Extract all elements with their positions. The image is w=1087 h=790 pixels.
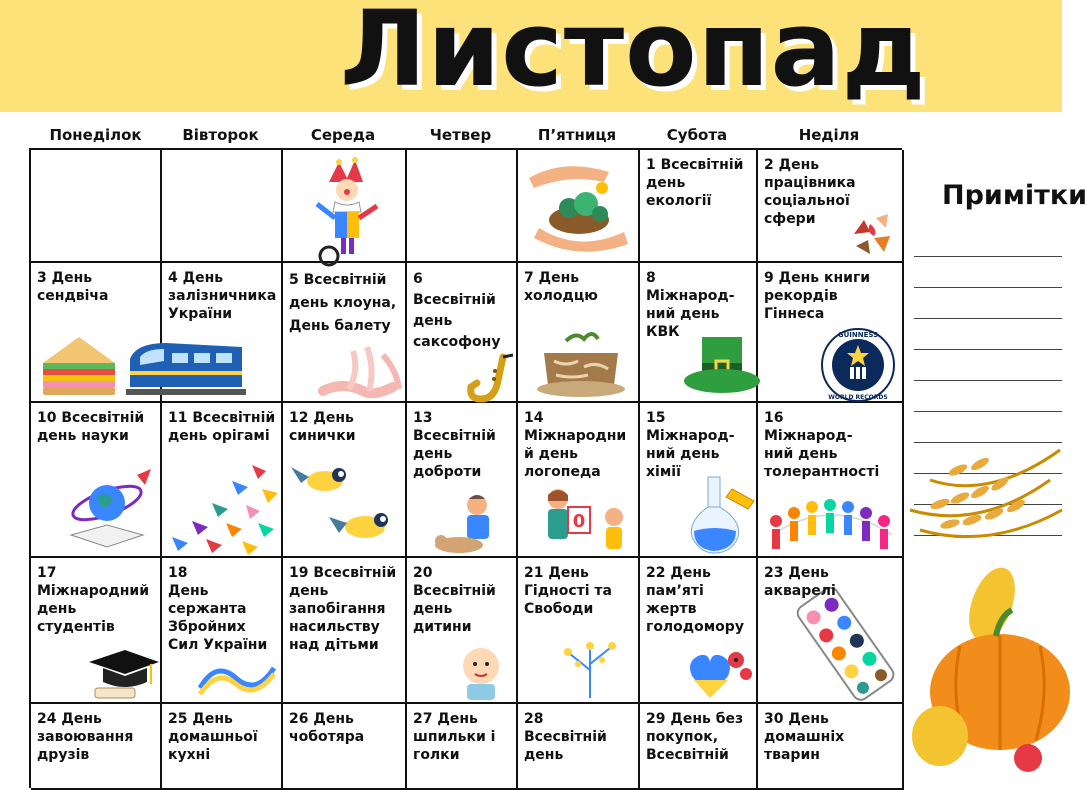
weekday-wednesday: Середа (310, 126, 376, 144)
baby-illustration (453, 644, 509, 702)
svg-text:0: 0 (572, 511, 586, 532)
day-cell-9: 9 День книги рекордів Гіннеса GUINNESS WORLD RECORDS (758, 263, 904, 403)
day-cell-empty (283, 150, 407, 263)
day-cell-1: 1 Всесвітній день екології (640, 150, 758, 263)
flower-branch-illustration (556, 630, 624, 700)
note-line (914, 411, 1062, 412)
page-title: Листопад (340, 0, 927, 110)
day-cell-17: 17 Міжнародний день студентів (31, 558, 162, 704)
speech-therapist-illustration (538, 487, 634, 555)
ballet-shoes-illustration (313, 341, 405, 401)
ribbon-illustration (196, 658, 278, 698)
day-cell-8: 8 Міжнарод- ний день КВК (640, 263, 758, 403)
day-cell-18: 18 День сержанта Збройних Сил України (162, 558, 283, 704)
day-cell-22: 22 День пам’яті жертв голодомору (640, 558, 758, 704)
kindness-illustration (433, 491, 517, 555)
day-cell-20: 20 Всесвітній день дитини (407, 558, 518, 704)
origami-birds-illustration (162, 459, 283, 555)
day-cell-26: 26 День чоботяра (283, 704, 407, 790)
day-cell-2: 2 День працівника соціальної сфери (758, 150, 904, 263)
saxophone-illustration (463, 355, 517, 403)
day-cell-16: 16 Міжнарод- ний день толерантності (758, 403, 904, 558)
note-line (914, 380, 1062, 381)
day-cell-24: 24 День завоювання друзів (31, 704, 162, 790)
weekday-sunday: Неділя (798, 126, 860, 144)
day-cell-3: 3 День сендвіча (31, 263, 162, 403)
train-illustration (126, 337, 246, 399)
hands-with-plant-illustration (524, 158, 634, 258)
weekday-monday: Понеділок (49, 126, 142, 144)
svg-text:WORLD RECORDS: WORLD RECORDS (828, 394, 888, 401)
harvest-decoration (900, 440, 1062, 771)
day-cell-4: 4 День залізничника України (162, 263, 283, 403)
day-cell-5: 5 Всесвітній день клоуна, День балету (283, 263, 407, 403)
note-line (914, 349, 1062, 350)
note-line (914, 287, 1062, 288)
notes-title: Примітки (942, 180, 1087, 211)
day-cell-15: 15 Міжнарод- ний день хімії (640, 403, 758, 558)
science-illustration (67, 465, 157, 555)
day-cell-21: 21 День Гідності та Свободи (518, 558, 640, 704)
day-cell-11: 11 Всесвітній день орігамі (162, 403, 283, 558)
sandwich-illustration (39, 333, 119, 397)
heart-poppies-illustration (688, 646, 754, 702)
day-cell-12: 12 День синички (283, 403, 407, 558)
watercolor-palette-illustration (788, 584, 902, 702)
day-cell-19: 19 Всесвітній день запобігання насильству над дітьми (283, 558, 407, 704)
day-cell-13: 13 Всесвітній день доброти (407, 403, 518, 558)
day-cell-23: 23 День акварелі (758, 558, 904, 704)
day-cell-6: 6 Всесвітній день саксофону (407, 263, 518, 403)
day-cell-30: 30 День домашніх тварин (758, 704, 904, 790)
weekday-thursday: Четвер (429, 126, 492, 144)
day-cell-empty (518, 150, 640, 263)
day-cell-empty (162, 150, 283, 263)
day-cell-empty (407, 150, 518, 263)
weekday-friday: П’ятниця (537, 126, 617, 144)
day-cell-28: 28 Всесвітній день (518, 704, 640, 790)
guinness-logo (820, 327, 896, 403)
day-cell-25: 25 День домашньої кухні (162, 704, 283, 790)
day-cell-7: 7 День холодцю (518, 263, 640, 403)
day-cell-27: 27 День шпильки і голки (407, 704, 518, 790)
tolerance-people-illustration (766, 495, 898, 557)
chemistry-flask-illustration (686, 473, 758, 557)
clown-illustration (311, 156, 383, 266)
titmouse-birds-illustration (291, 463, 403, 555)
day-cell-29: 29 День без покупок, Всесвітній (640, 704, 758, 790)
weekday-saturday: Субота (666, 126, 728, 144)
note-line (914, 318, 1062, 319)
day-cell-empty (31, 150, 162, 263)
svg-text:GUINNESS: GUINNESS (837, 331, 879, 339)
note-line (914, 256, 1062, 257)
day-cell-10: 10 Всесвітній день науки (31, 403, 162, 558)
day-cell-14: 14 Міжнародни й день логопеда 0 (518, 403, 640, 558)
calendar-grid (29, 148, 902, 788)
weekday-tuesday: Вівторок (182, 126, 259, 144)
jelly-dish-illustration (536, 327, 626, 399)
green-hat-illustration (682, 333, 762, 401)
graduation-cap-illustration (87, 648, 161, 702)
